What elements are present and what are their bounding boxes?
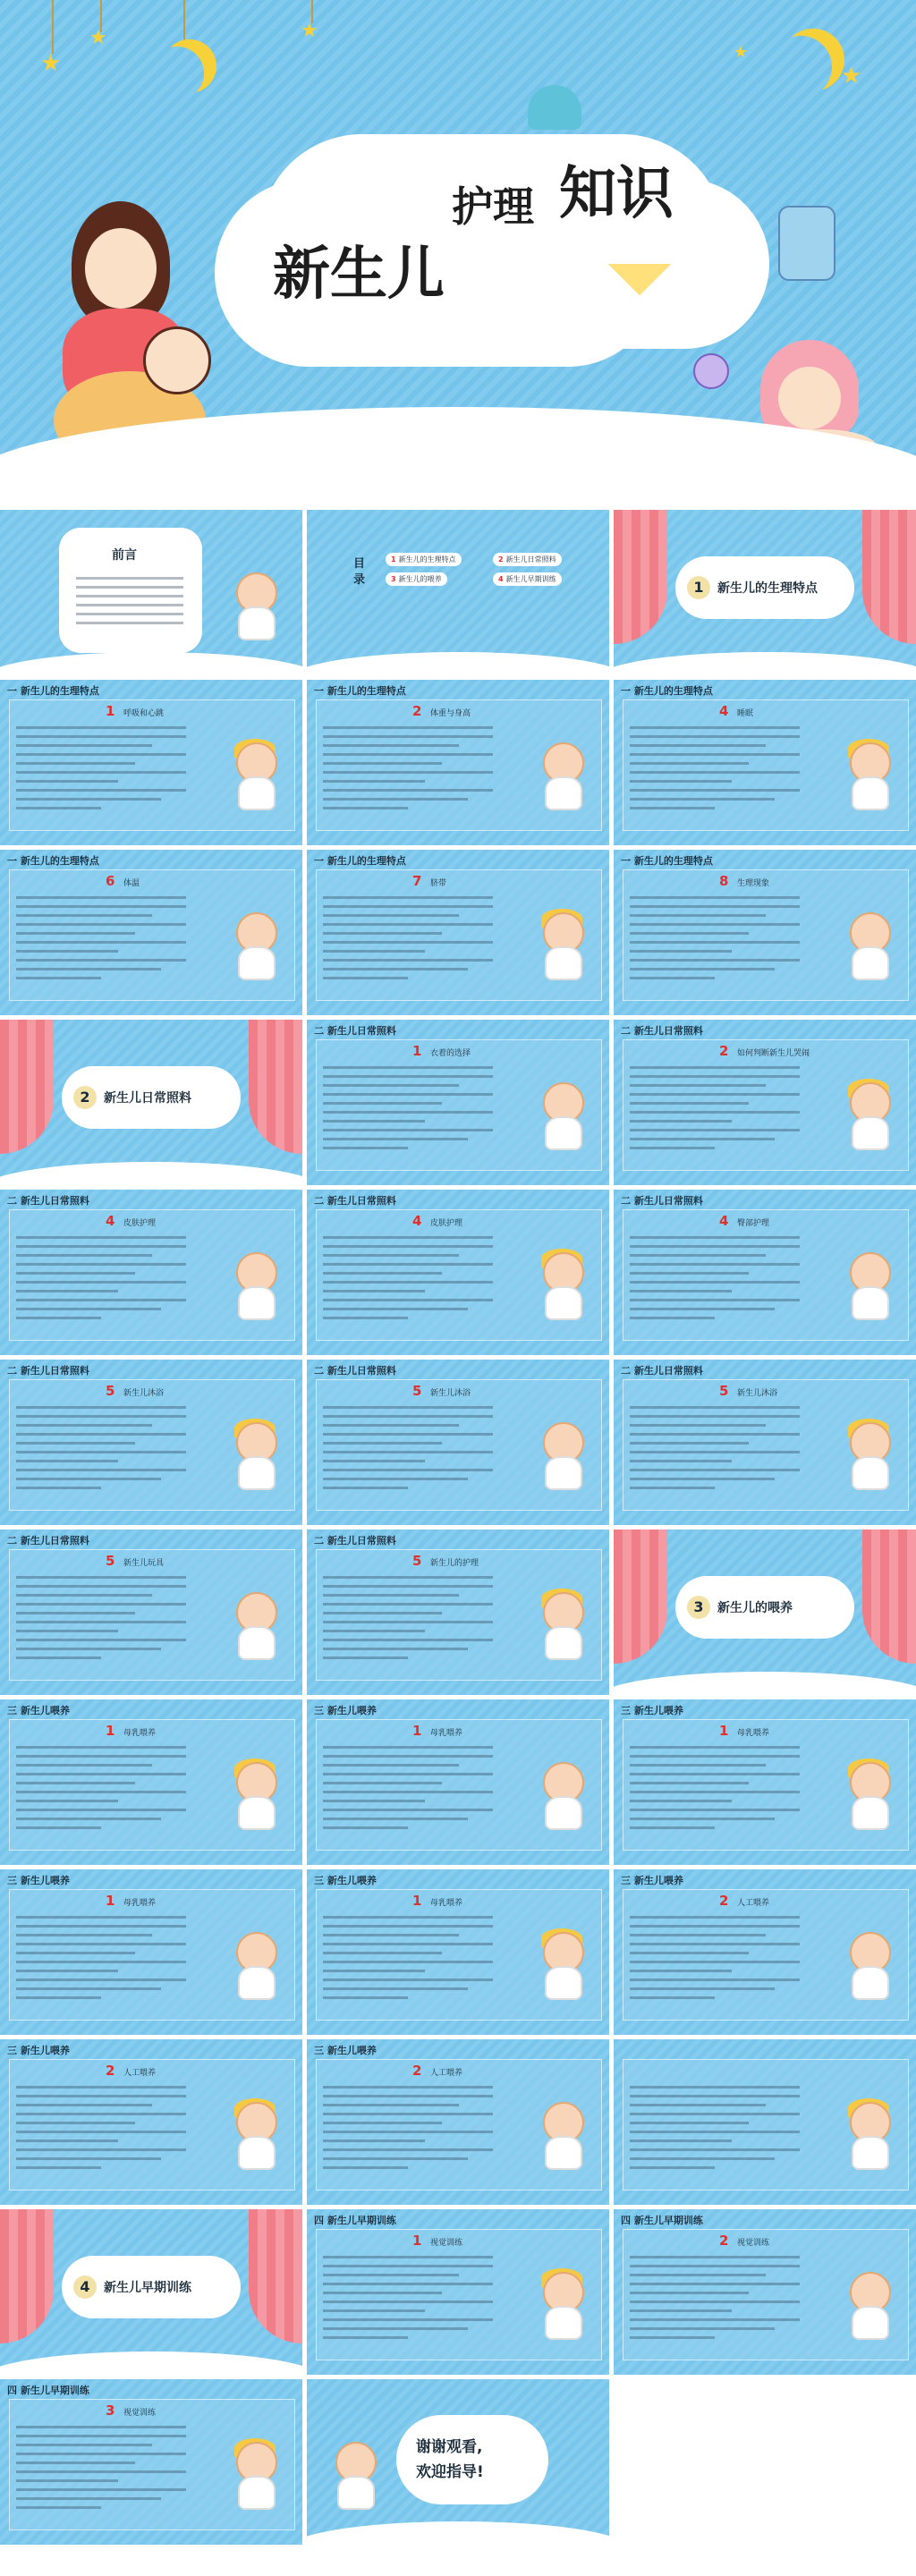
topic-number: 5 [412,1383,422,1399]
text-lines [630,2086,800,2175]
baby-illustration [227,742,283,807]
slide-thumbnail[interactable] [614,2039,916,2205]
slide-thumbnail[interactable] [614,510,916,675]
topic-number: 1 [106,1723,115,1739]
topic-title: 新生儿的护理 [430,1559,479,1568]
topic-number: 2 [719,1043,729,1059]
section-number: 4 [73,2275,97,2299]
section-title: 新生儿的喂养 [717,1601,793,1615]
slide-header: 二 新生儿日常照料 [621,1025,703,1037]
hanging-string [52,0,54,54]
topic-number: 1 [412,1043,422,1059]
topic-title: 新生儿沐浴 [737,1389,778,1398]
slide-header: 一 新生儿的生理特点 [621,855,713,867]
baby-illustration [534,742,589,807]
toc-item-number: 3 [391,575,396,583]
slide-thumbnail[interactable] [0,1360,302,1525]
text-lines [323,2086,493,2175]
cover-title-right: 知识 [559,161,674,227]
toc-item[interactable] [493,553,562,566]
topic-title: 视觉训练 [737,2239,770,2248]
slide-thumbnails [0,510,916,2545]
slide-header: 二 新生儿日常照料 [314,1535,396,1546]
topic-title: 母乳喂养 [737,1729,770,1738]
text-lines [323,1746,493,1835]
topic-number: 7 [412,873,422,889]
onesie-icon [778,206,835,281]
topic-title: 视觉训练 [430,2239,463,2248]
topic-number: 2 [412,703,422,719]
slide-thumbnail[interactable] [0,510,302,675]
topic-title: 呼吸和心跳 [123,709,165,718]
baby-illustration [227,1762,283,1826]
slide-header: 四 新生儿早期训练 [314,2215,396,2226]
slide-header: 一 新生儿的生理特点 [621,685,713,697]
slide-thumbnail[interactable] [614,2209,916,2375]
toc-item-label: 新生儿的喂养 [398,575,442,583]
topic-number: 8 [719,873,729,889]
curtain-left [614,510,667,644]
topic-title: 衣着的选择 [430,1049,471,1058]
slide-header: 二 新生儿日常照料 [314,1195,396,1207]
baby-illustration [534,1422,589,1487]
text-lines [323,896,493,986]
slide-thumbnail[interactable] [614,2379,916,2545]
baby-illustration [841,1082,896,1147]
slide-thumbnail[interactable] [307,510,609,675]
cover-title-mid: 护理 [452,182,534,231]
text-lines [16,1576,186,1665]
slide-header: 三 新生儿喂养 [621,1705,683,1716]
topic-number: 1 [412,1893,422,1909]
topic-title: 皮肤护理 [430,1219,463,1228]
baby-illustration [534,1592,589,1657]
topic-title: 体温 [123,879,140,888]
star-icon: ★ [734,43,749,62]
mother-illustration [327,2442,382,2506]
curtain-right [862,510,916,644]
cover-title-main: 新生儿 [273,242,445,308]
baby-illustration [841,912,896,977]
topic-title: 新生儿沐浴 [430,1389,471,1398]
section-number: 3 [687,1596,710,1619]
cloud-ground [614,652,916,675]
text-lines [630,896,800,986]
baby-illustration [841,1422,896,1487]
stroller-icon [528,85,581,130]
slide-thumbnail[interactable] [0,1020,302,1185]
text-lines [16,1236,186,1326]
slide-thumbnail[interactable] [614,1360,916,1525]
text-lines [630,2256,800,2345]
toc-item[interactable] [386,553,462,566]
thanks-text [416,2435,484,2485]
topic-number: 5 [106,1383,115,1399]
moon-icon [769,36,832,98]
text-lines [16,726,186,816]
slide-header: 三 新生儿喂养 [314,1705,377,1716]
topic-title: 皮肤护理 [123,1219,157,1228]
baby-illustration [227,1932,283,1996]
baby-illustration [841,2102,896,2166]
slide-header: 一 新生儿的生理特点 [7,855,99,867]
slide-thumbnail[interactable] [614,1020,916,1185]
text-lines [630,726,800,816]
slide-thumbnail[interactable] [307,2379,609,2545]
text-lines [16,1916,186,2005]
cloud-ground [307,652,609,675]
slide-thumbnail[interactable] [307,1530,609,1695]
topic-number: 3 [106,2402,115,2419]
star-icon: ★ [40,50,62,77]
text-lines [323,726,493,816]
toc-item-label: 新生儿日常照料 [505,555,556,564]
text-lines [323,1406,493,1496]
section-title: 新生儿的生理特点 [717,581,818,596]
baby-illustration [227,572,283,637]
baby-illustration [534,912,589,977]
baby-illustration [227,912,283,977]
slide-title: 前言 [112,548,137,563]
slide-header: 一 新生儿的生理特点 [314,855,406,867]
section-title: 新生儿早期训练 [104,2281,191,2295]
baby-illustration [534,1082,589,1147]
slide-header: 二 新生儿日常照料 [7,1365,89,1377]
slide-header: 三 新生儿喂养 [314,1875,377,1886]
baby-illustration [841,1252,896,1317]
text-lines [16,1746,186,1835]
topic-number: 1 [412,2233,422,2249]
slide-thumbnail[interactable] [0,1869,302,2035]
section-title: 新生儿日常照料 [104,1091,191,1106]
text-lines [630,1406,800,1496]
topic-title: 人工喂养 [123,2069,157,2078]
toc-title: 目录 [353,557,366,587]
curtain-left [0,2209,54,2343]
star-icon: ★ [841,63,862,89]
baby-illustration [534,1932,589,1996]
text-lines [323,1066,493,1156]
slide-header: 三 新生儿喂养 [621,1875,683,1886]
toc-item[interactable] [386,572,447,586]
slide-thumbnail[interactable] [614,1869,916,2035]
slide-header: 二 新生儿日常照料 [314,1365,396,1377]
slide-thumbnail[interactable] [614,1699,916,1865]
cloud-ground [614,1672,916,1695]
baby-illustration [534,1762,589,1826]
slide-thumbnail[interactable] [0,2039,302,2205]
topic-number: 4 [412,1213,422,1229]
topic-title: 新生儿玩具 [123,1559,165,1568]
topic-title: 母乳喂养 [430,1729,463,1738]
topic-number: 2 [106,2063,115,2079]
slide-thumbnail[interactable] [614,1530,916,1695]
star-icon: ★ [89,27,107,49]
slide-thumbnail[interactable] [0,680,302,845]
text-lines [323,2256,493,2345]
thanks-line2: 欢迎指导! [416,2463,484,2481]
text-lines [323,1236,493,1326]
topic-title: 视觉训练 [123,2409,157,2418]
text-lines [16,2086,186,2175]
curtain-right [249,2209,302,2343]
cloud-ground [0,2351,302,2375]
slide-header: 二 新生儿日常照料 [314,1025,396,1037]
slide-thumbnail[interactable] [307,2039,609,2205]
slide-thumbnail[interactable] [0,1699,302,1865]
topic-number: 6 [106,873,115,889]
slide-thumbnail[interactable] [307,680,609,845]
slide-header: 三 新生儿喂养 [7,1705,70,1716]
topic-number: 4 [719,703,729,719]
topic-title: 新生儿沐浴 [123,1389,165,1398]
moon-icon [150,47,204,100]
toc-item-label: 新生儿的生理特点 [398,555,456,564]
pacifier-icon [693,353,729,389]
topic-title: 生理现象 [737,879,770,888]
baby-illustration [534,2272,589,2336]
text-lines [16,2426,186,2515]
topic-number: 5 [106,1553,115,1569]
slide-header: 四 新生儿早期训练 [7,2385,89,2396]
topic-number: 4 [719,1213,729,1229]
slide-thumbnail[interactable] [0,2209,302,2375]
baby-illustration [227,2102,283,2166]
text-lines [16,1406,186,1496]
topic-number: 2 [719,2233,729,2249]
slide-thumbnail[interactable] [307,1699,609,1865]
cloud-ground [0,652,302,675]
baby-illustration [841,2272,896,2336]
thanks-line1: 谢谢观看, [416,2438,483,2456]
slide-header: 二 新生儿日常照料 [621,1365,703,1377]
topic-title: 脐带 [430,879,447,888]
topic-title: 体重与身高 [430,709,471,718]
slide-header: 三 新生儿喂养 [314,2045,377,2056]
topic-title: 睡眠 [737,709,754,718]
topic-number: 5 [412,1553,422,1569]
text-lines [630,1066,800,1156]
cover-slide [0,0,916,505]
slide-thumbnail[interactable] [307,1190,609,1355]
topic-title: 母乳喂养 [123,1899,157,1908]
baby-illustration [227,1592,283,1657]
text-lines [16,896,186,986]
curtain-right [862,1530,916,1664]
topic-number: 2 [719,1893,729,1909]
cloud-ground [307,2521,609,2545]
slide-thumbnail[interactable] [0,1530,302,1695]
topic-title: 如何判断新生儿哭闹 [737,1049,810,1058]
slide-header: 一 新生儿的生理特点 [7,685,99,697]
slide-thumbnail[interactable] [307,850,609,1015]
slide-header: 四 新生儿早期训练 [621,2215,703,2226]
toc-item-number: 1 [391,555,396,564]
curtain-left [614,1530,667,1664]
text-lines [630,1236,800,1326]
section-number: 2 [73,1086,97,1109]
toc-item-label: 新生儿早期训练 [505,575,556,583]
slide-thumbnail[interactable] [0,850,302,1015]
baby-illustration [841,1762,896,1826]
baby-illustration [841,742,896,807]
curtain-right [249,1020,302,1154]
slide-thumbnail[interactable] [307,2209,609,2375]
text-lines [323,1576,493,1665]
topic-number: 4 [106,1213,115,1229]
baby-illustration [534,1252,589,1317]
text-lines [630,1746,800,1835]
baby-illustration [227,2442,283,2506]
topic-number: 1 [412,1723,422,1739]
section-number: 1 [687,576,710,599]
topic-number: 1 [106,1893,115,1909]
slide-thumbnail[interactable] [614,680,916,845]
topic-title: 母乳喂养 [123,1729,157,1738]
topic-number: 1 [719,1723,729,1739]
slide-header: 一 新生儿的生理特点 [314,685,406,697]
slide-thumbnail[interactable] [307,1869,609,2035]
slide-thumbnail[interactable] [307,1020,609,1185]
topic-title: 母乳喂养 [430,1899,463,1908]
topic-title: 臀部护理 [737,1219,770,1228]
slide-header: 三 新生儿喂养 [7,1875,70,1886]
topic-number: 1 [106,703,115,719]
cloud-ground [0,1162,302,1185]
topic-number: 2 [412,2063,422,2079]
slide-header: 二 新生儿日常照料 [621,1195,703,1207]
baby-illustration [227,1252,283,1317]
text-lines [323,1916,493,2005]
slide-thumbnail[interactable] [614,1190,916,1355]
slide-header: 二 新生儿日常照料 [7,1195,89,1207]
topic-number: 5 [719,1383,729,1399]
toc-item-number: 2 [498,555,504,564]
slide-header: 三 新生儿喂养 [7,2045,70,2056]
slide-thumbnail[interactable] [0,1190,302,1355]
baby-illustration [534,2102,589,2166]
baby-illustration [227,1422,283,1487]
curtain-left [0,1020,54,1154]
topic-title: 人工喂养 [430,2069,463,2078]
text-lines [630,1916,800,2005]
slide-thumbnail[interactable] [614,850,916,1015]
hanging-string [183,0,185,43]
star-icon: ★ [301,20,318,42]
text-lines [76,577,183,631]
slide-header: 二 新生儿日常照料 [7,1535,89,1546]
slide-thumbnail[interactable] [0,2379,302,2545]
toc-item[interactable] [493,572,562,586]
topic-title: 人工喂养 [737,1899,770,1908]
baby-illustration [841,1932,896,1996]
toc-item-number: 4 [498,575,504,583]
slide-thumbnail[interactable] [307,1360,609,1525]
